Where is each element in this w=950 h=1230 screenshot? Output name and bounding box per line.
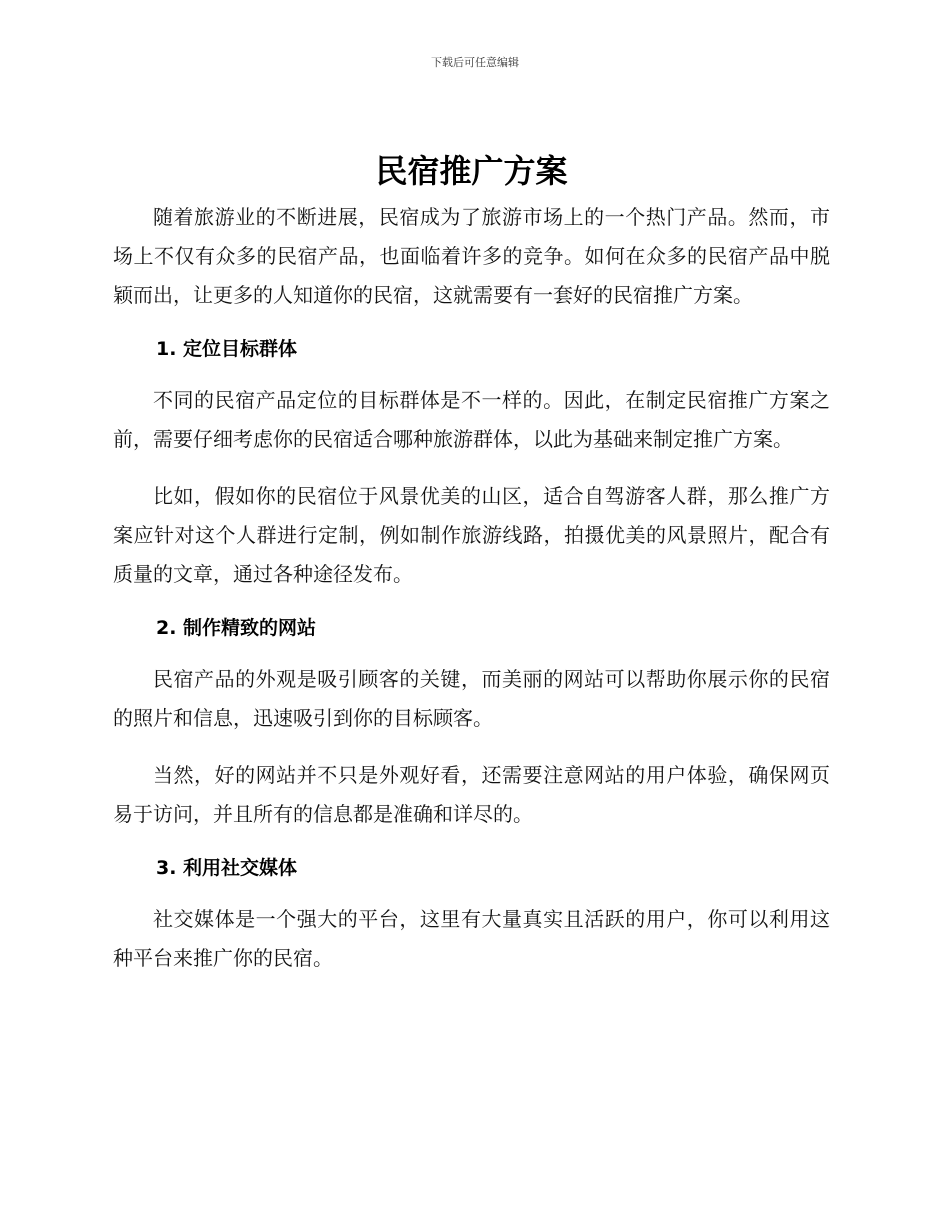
section-paragraph: 社交媒体是一个强大的平台，这里有大量真实且活跃的用户，你可以利用这种平台来推广你的民宿。 <box>113 907 830 970</box>
section-heading: 1. 定位目标群体 <box>156 338 298 360</box>
section-heading: 2. 制作精致的网站 <box>156 617 317 639</box>
document-title: 民宿推广方案 <box>375 152 568 190</box>
section-social-media <box>113 852 830 978</box>
section-heading: 3. 利用社交媒体 <box>156 857 298 879</box>
section-paragraph: 民宿产品的外观是吸引顾客的关键，而美丽的网站可以帮助你展示你的民宿的照片和信息，迅速吸引到你的目标顾客。 <box>113 667 830 730</box>
document-body <box>113 148 830 996</box>
header-note: 下载后可任意编辑 <box>431 56 519 69</box>
intro-paragraph: 随着旅游业的不断进展，民宿成为了旅游市场上的一个热门产品。然而，市场上不仅有众多的民宿产品，也面临着许多的竞争。如何在众多的民宿产品中脱颖而出，让更多的人知道你的民宿，这就需要有一套好的民宿推广方案。 <box>113 205 830 307</box>
section-paragraph: 不同的民宿产品定位的目标群体是不一样的。因此，在制定民宿推广方案之前，需要仔细考虑你的民宿适合哪种旅游群体，以此为基础来制定推广方案。 <box>113 388 830 451</box>
section-paragraph: 比如，假如你的民宿位于风景优美的山区，适合自驾游客人群，那么推广方案应针对这个人群进行定制，例如制作旅游线路，拍摄优美的风景照片，配合有质量的文章，通过各种途径发布。 <box>113 484 830 586</box>
section-target-audience <box>113 333 830 594</box>
section-website <box>113 612 830 834</box>
section-paragraph: 当然，好的网站并不只是外观好看，还需要注意网站的用户体验，确保网页易于访问，并且所有的信息都是准确和详尽的。 <box>113 763 830 826</box>
